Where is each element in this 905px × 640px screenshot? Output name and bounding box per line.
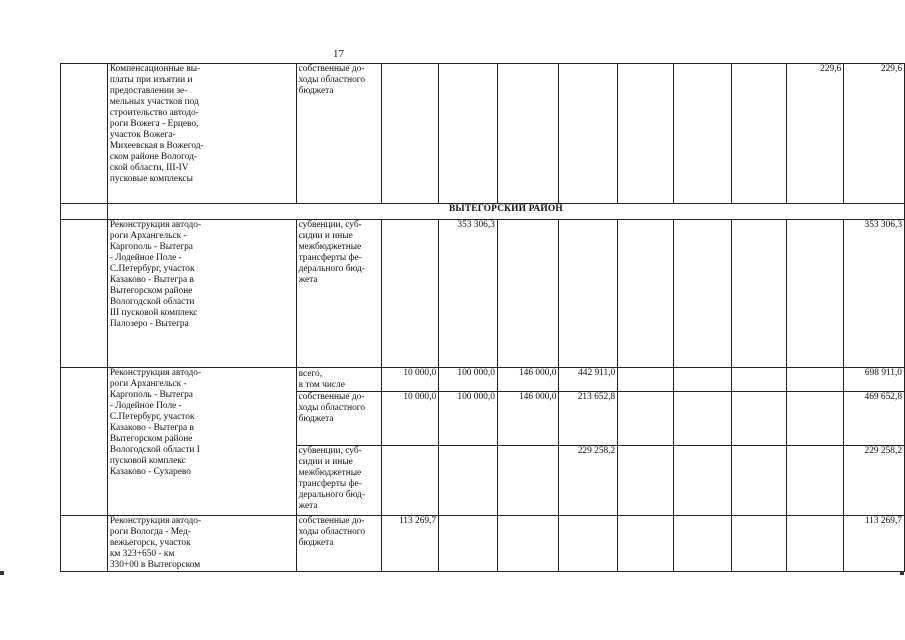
value-cell: 146 000,0 <box>497 392 559 446</box>
value-cell <box>732 392 786 446</box>
scan-edge-mark-left <box>0 571 4 575</box>
funding-source-cell: собственные до- ходы областного бюджета <box>296 392 382 446</box>
value-cell <box>674 392 732 446</box>
value-cell <box>674 446 732 516</box>
value-cell <box>382 446 439 516</box>
value-cell <box>497 446 559 516</box>
page-number: 17 <box>333 48 344 60</box>
funding-source-cell: субвенции, суб- сидии и иные межбюджетные трансферты фе- дерального бюд- жета <box>296 446 382 516</box>
value-cell: 10 000,0 <box>382 368 439 392</box>
value-cell <box>674 64 732 204</box>
funding-source-cell: субвенции, суб- сидии и иные межбюджетные трансферты фе- дерального бюд- жета <box>296 220 382 368</box>
value-cell <box>497 516 559 572</box>
value-cell <box>618 64 674 204</box>
row-number-cell <box>61 64 108 204</box>
total-cell: 229,6 <box>844 64 905 204</box>
value-cell <box>618 220 674 368</box>
value-cell <box>497 64 559 204</box>
value-cell <box>439 446 498 516</box>
value-cell <box>786 516 844 572</box>
object-name-cell: Реконструкция автодо- роги Архангельск - Каргополь - Вытегра - Лодейное Поле - С.Петербург, участок Казаково - Вытегра в Вытегорском районе Вологодской области III пусковой комплекс Палозеро - Вытегра <box>107 220 296 368</box>
value-cell <box>382 64 439 204</box>
total-cell: 353 306,3 <box>844 220 905 368</box>
value-cell <box>439 64 498 204</box>
value-cell: 146 000,0 <box>497 368 559 392</box>
funding-source-cell: всего, в том числе <box>296 368 382 392</box>
value-cell <box>618 368 674 392</box>
value-cell <box>732 368 786 392</box>
total-cell: 229 258,2 <box>844 446 905 516</box>
total-cell: 113 269,7 <box>844 516 905 572</box>
value-cell: 229 258,2 <box>559 446 618 516</box>
value-cell <box>618 392 674 446</box>
table-row <box>61 516 905 572</box>
budget-table <box>60 63 905 572</box>
table-row <box>61 368 905 392</box>
value-cell <box>497 220 559 368</box>
object-name-cell: Реконструкция автодо- роги Вологда - Мед- вежьегорск, участок км 323+650 - км 330+00 в Вытегорском <box>107 516 296 572</box>
value-cell <box>618 516 674 572</box>
funding-source-cell: собственные до- ходы областного бюджета <box>296 516 382 572</box>
value-cell: 10 000,0 <box>382 392 439 446</box>
value-cell <box>732 220 786 368</box>
object-name-cell: Реконструкция автодо- роги Архангельск - Каргополь - Вытегра - Лодейное Поле - С.Петербург, участок Казаково - Вытегра в Вытегорском районе Вологодской области I пусковой комплекс Казаково - Сухарево <box>107 368 296 516</box>
value-cell <box>674 368 732 392</box>
value-cell: 442 911,0 <box>559 368 618 392</box>
value-cell <box>732 516 786 572</box>
value-cell <box>732 64 786 204</box>
district-row <box>61 204 905 220</box>
funding-source-cell: собственные до- ходы областного бюджета <box>296 64 382 204</box>
value-cell <box>382 220 439 368</box>
value-cell: 100 000,0 <box>439 392 498 446</box>
total-cell: 469 652,8 <box>844 392 905 446</box>
value-cell <box>674 516 732 572</box>
value-cell <box>559 516 618 572</box>
value-cell: 113 269,7 <box>382 516 439 572</box>
row-number-cell <box>61 368 108 516</box>
row-number-cell <box>61 204 108 220</box>
value-cell <box>559 64 618 204</box>
value-cell <box>786 392 844 446</box>
row-number-cell <box>61 516 108 572</box>
scan-edge-mark-right <box>900 571 904 575</box>
value-cell: 229,6 <box>786 64 844 204</box>
value-cell <box>559 220 618 368</box>
value-cell <box>674 220 732 368</box>
total-cell: 698 911,0 <box>844 368 905 392</box>
value-cell <box>732 446 786 516</box>
value-cell <box>439 516 498 572</box>
value-cell <box>786 220 844 368</box>
object-name-cell: Компенсационные вы- платы при изъятии и предоставлении зе- мельных участков под строительство автодо- роги Вожега - Ерцево, участок Вожега- Михеевская в Вожегод- ском районе Вологод- ской области, III-IV пусковые комплексы <box>107 64 296 204</box>
table-row <box>61 220 905 368</box>
value-cell <box>618 446 674 516</box>
value-cell <box>786 368 844 392</box>
table-row <box>61 64 905 204</box>
value-cell: 213 652,8 <box>559 392 618 446</box>
district-title: ВЫТЕГОРСКИЙ РАЙОН <box>107 204 904 220</box>
value-cell <box>786 446 844 516</box>
row-number-cell <box>61 220 108 368</box>
value-cell: 353 306,3 <box>439 220 498 368</box>
value-cell: 100 000,0 <box>439 368 498 392</box>
